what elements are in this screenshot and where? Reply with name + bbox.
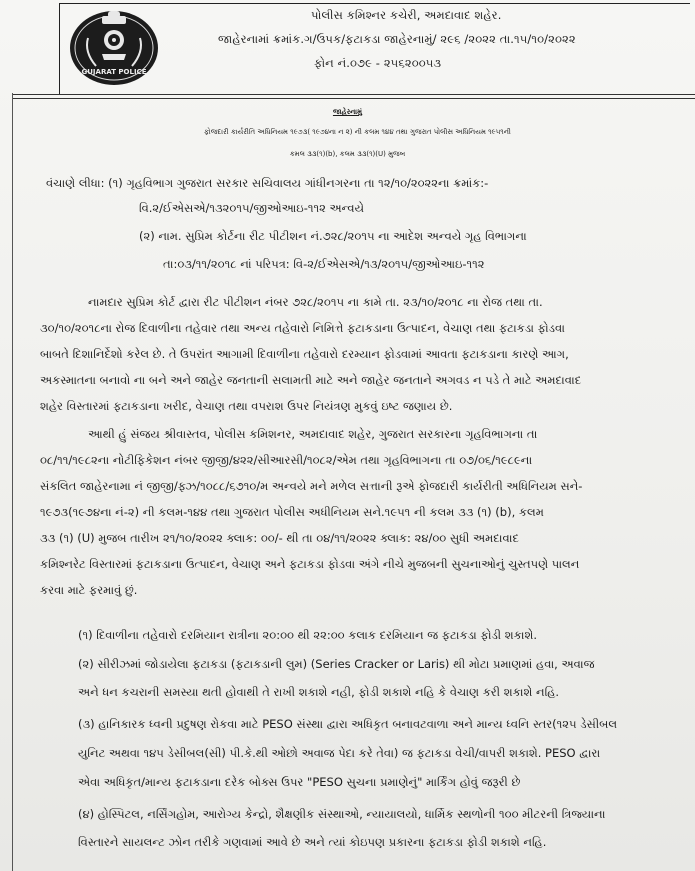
left-border: [12, 93, 13, 871]
reference-line: (૨) નામ. સુપ્રિમ કોર્ટના રીટ પીટીશન નં.૭૨૮/૨૦૧૫ ના આદેશ અન્વયે ગૃહ વિભાગના: [139, 229, 527, 243]
rule-item: (૪) હોસ્પિટલ, નર્સિંગહોમ, આરોગ્ય કેન્દ્રો, શૈક્ષણીક સંસ્થાઓ, ન્યાયાલયો, ધાર્મિક સ્થળોની ૧૦૦ મીટરની ત્રિજ્યાના: [78, 807, 606, 821]
office-name: પોલીસ કમિશ્નર કચેરી, અમદાવાદ શહેર.: [311, 8, 502, 22]
reference-line: વિ.૨/ઈએસએ/૧૩૨૦૧૫/જીઓઆઇ-૧૧૨ અન્વયે: [139, 201, 364, 215]
gujarat-police-logo-icon: [66, 8, 162, 88]
paragraph-line: શહેર વિસ્તારમાં ફટાકડાના ખરીદ, વેચાણ તથા વપરાશ ઉપર નિયંત્રણ મુકવું ઇષ્ટ જણાય છે.: [40, 399, 453, 413]
rule-item: (૩) હાનિકારક ધ્વની પ્રદુષણ રોકવા માટે PESO સંસ્થા દ્વારા અધિકૃત બનાવટવાળા અને માન્ય ધ્વનિ સ્તર(૧૨૫ ડેસીબલ: [78, 717, 618, 731]
notice-title: જાહેરનામું: [332, 108, 363, 116]
paragraph-line: ૩૩ (૧) (U) મુજબ તારીખ ૨૧/૧૦/૨૦૨૨ ક્લાક: ૦૦/- થી તા ૦૪/૧૧/૨૦૨૨ ક્લાક: ૨૪/૦૦ સુધી અમદાવાદ: [40, 531, 519, 545]
paragraph-line: કમિશ્નરેટ વિસ્તારમાં ફટાકડાના ઉત્પાદન, વેચાણ અને ફટાકડા ફોડવા અંગે નીચે મુજબની સુચનાઓનું ચુસ્તપણે પાલન: [40, 557, 580, 571]
phone-number: ફોન નં.૦૭૯ - ૨૫૬૨૦૦૫૩: [314, 56, 442, 70]
notice-number: જાહેરનામાં ક્રમાંક.ગ/ઉપક/ફટાકડા જાહેરનામું/ ૨૯૬ /૨૦૨૨ તા.૧૫/૧૦/૨૦૨૨: [218, 32, 576, 46]
header-divider: [12, 94, 695, 95]
paragraph-line: આથી હું સંજય શ્રીવાસ્તવ, પોલીસ કમિશનર, અમદાવાદ શહેર, ગુજરાત સરકારના ગૃહવિભાગના તા: [88, 427, 538, 441]
paragraph-line: ૦૮/૧૧/૧૯૮૨ના નોટીફિકેશન નંબર જીજી/૪૨૨/સીઆરસી/૧૦૮૨/એમ તથા ગૃહવિભાગના તા ૦૭/૦૬/૧૯૮૯ના: [40, 453, 533, 467]
paragraph-line: ૩૦/૧૦/૨૦૧૮ના રોજ દિવાળીના તહેવાર તથા અન્ય તહેવારો નિમિત્તે ફટાકડાના ઉત્પાદન, વેચાણ તથા ફટાકડા ફોડવા: [40, 321, 565, 335]
rule-item: યુનિટ અથવા ૧૪૫ ડેસીબલ(સી) પી.કે.થી ઓછો અવાજ પેદા કરે તેવા) જ ફટાકડા વેચી/વાપરી શકાશે. PESO દ્વારા: [78, 746, 601, 760]
rule-item: અને ધન કચરાની સમસ્યા થતી હોવાથી તે રાખી શકાશે નહી, ફોડી શકાશે નહિ કે વેચાણ કરી શકાશે નહિ.: [78, 685, 560, 699]
paragraph-line: અકસ્માતના બનાવો ના બને અને જાહેર જનતાની સલામતી માટે અને જાહેર જનતાને અગવડ ન પડે તે માટે અમદાવાદ: [40, 373, 582, 387]
paragraph-line: બાબતે દિશાનિર્દેશો કરેલ છે. તે ઉપરાંત આગામી દિવાળીના તહેવારો દરમ્યાન ફોડવામાં આવતા ફટાકડાના કારણે આગ,: [40, 347, 569, 361]
rule-item: (૨) સીરીઝમાં જોડાયેલા ફટાકડા (ફટાકડાની લુમ) (Series Cracker or Laris) થી મોટા પ્રમાણમાં હવા, અવાજ: [78, 657, 595, 671]
rule-item: વિસ્તારને સાયલન્ટ ઝોન તરીકે ગણવામાં આવે છે અને ત્યાં કોઇપણ પ્રકારના ફટાકડા ફોડી શકાશે નહિ.: [78, 835, 547, 849]
intro-line: ફોજદારી કાર્યરીતિ અધિનિયમ ૧૯૭૩( ૧૯૭૪ના ન ૨) ની કલમ ૧૪૪ તથા ગુજરાત પોલીસ અધિનિયમ ૧૯૫૧ની: [204, 128, 511, 136]
rule-item: એવા અધિકૃત/માન્ય ફટાકડાના દરેક બોક્સ ઉપર "PESO સુચના પ્રમાણેનું" માર્કિંગ હોવું જરૂરી છે: [78, 775, 521, 789]
paragraph-line: કરવા માટે ફરમાવું છું.: [40, 583, 138, 597]
reference-line: વંચાણે લીધા: (૧) ગૃહવિભાગ ગુજરાત સરકાર સચિવાલય ગાંધીનગરના તા ૧૨/૧૦/૨૦૨૨ના ક્રમાંક:-: [46, 176, 489, 190]
paragraph-line: સંકલિત જાહેરનામા નં જીજી/ફ્ઝ/૧૦૮૮/૬૭૧૦/મ અન્વયે મને મળેલ સત્તાની રૂએ ફોજદારી કાર્યરીતી અધિનિયમ સને-: [40, 479, 583, 493]
intro-line: કમલ ૩૩(૧)(b), કલમ ૩૩(૧)(U) મુજબ: [289, 150, 406, 158]
reference-line: તા:૦૩/૧૧/૨૦૧૮ નાં પરિપત્ર: વિ-૨/ઈએસએ/૧૩/૨૦૧૫/જીઓઆઇ-૧૧૨: [163, 257, 485, 271]
paragraph-line: ૧૯૭૩(૧૯૭૪ના નં-૨) ની કલમ-૧૪૪ તથા ગુજરાત પોલીસ અધીનિયમ સને.૧૯૫૧ ની કલમ ૩૩ (૧) (b), કલમ: [40, 505, 544, 519]
paragraph-line: નામદાર સુપ્રિમ કોર્ટ દ્વારા રીટ પીટીશન નંબર ૭૨૮/૨૦૧૫ ના કામે તા. ૨૩/૧૦/૨૦૧૮ ના રોજ તથા તા.: [88, 295, 543, 309]
logo-text: GUJARAT POLICE: [81, 68, 147, 76]
header-divider-second: [12, 98, 695, 99]
rule-item: (૧) દિવાળીના તહેવારો દરમિયાન રાત્રીના ૨૦:૦૦ થી ૨૨:૦૦ કલાક દરમિયાન જ ફટાકડા ફોડી શકાશે.: [78, 628, 538, 642]
